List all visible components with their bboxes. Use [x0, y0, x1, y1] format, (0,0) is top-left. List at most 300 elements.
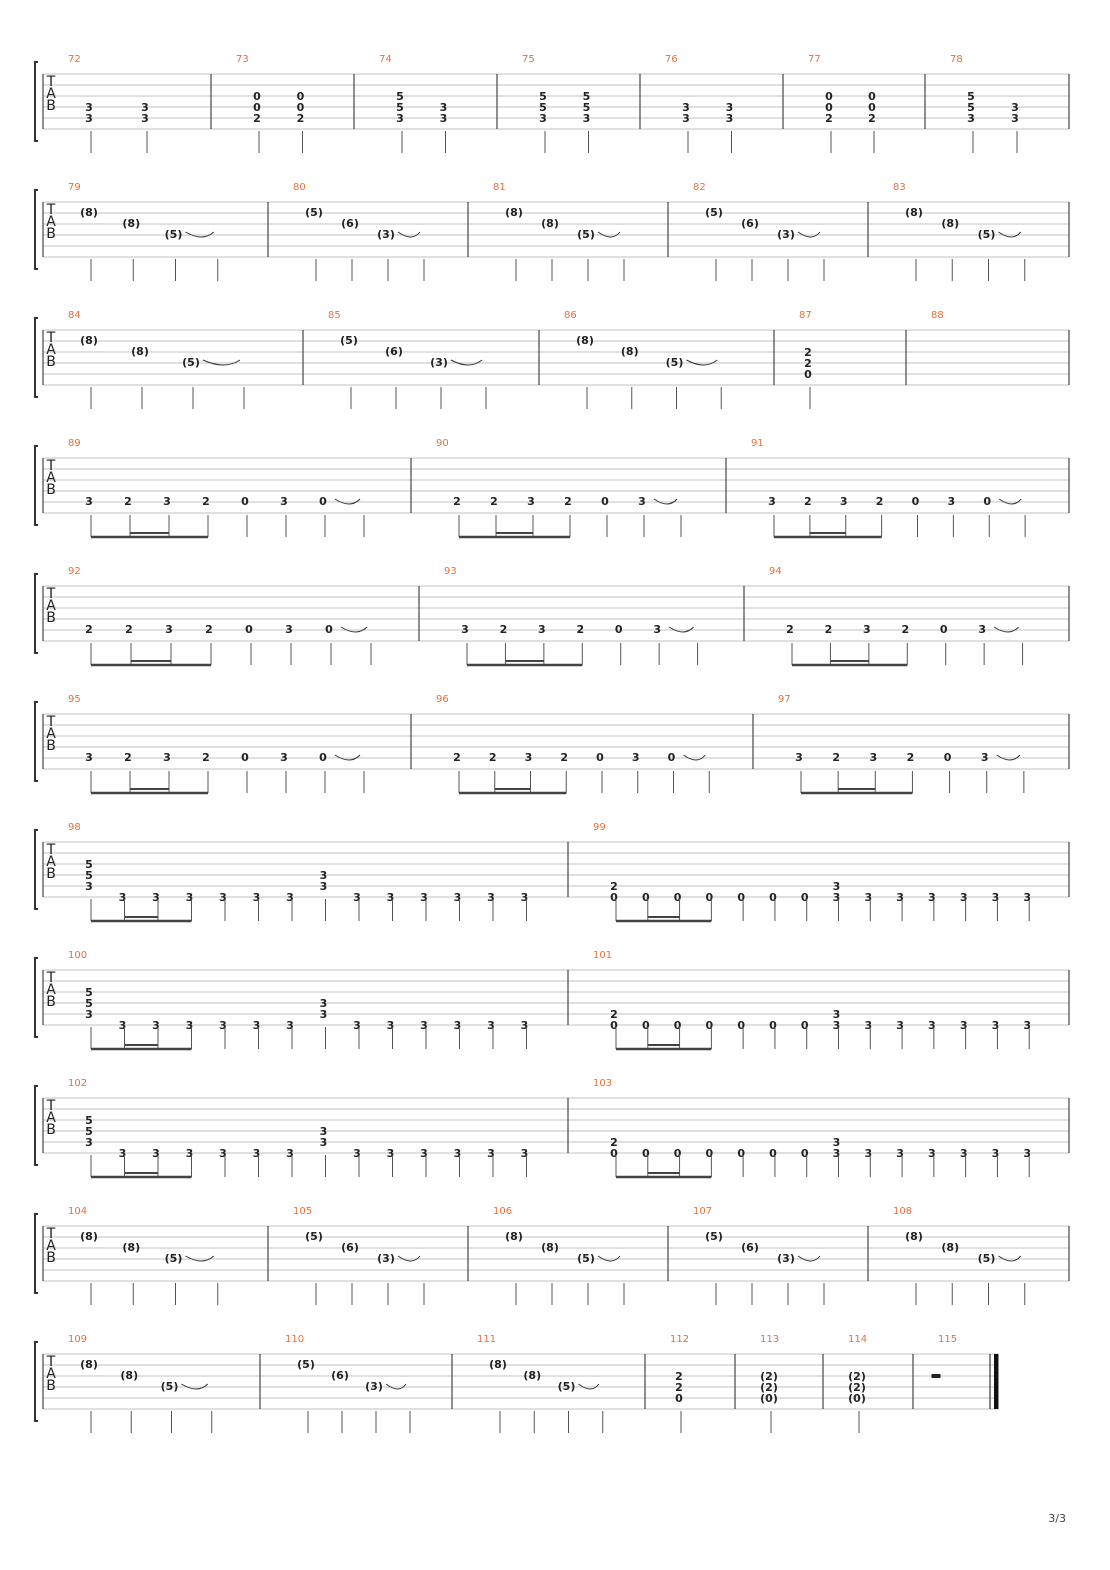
tab-fret-number: 2	[490, 495, 498, 508]
tab-fret-number: 3	[864, 891, 873, 904]
tab-clef-letter: B	[46, 482, 56, 498]
tab-fret-number: 3	[453, 1147, 462, 1160]
tab-fret-number: 5	[85, 858, 93, 871]
tab-clef-letter: A	[46, 1238, 56, 1254]
tab-fret-number: 3	[864, 1019, 873, 1032]
system-bracket	[35, 830, 38, 909]
tab-fret-number: 3	[285, 623, 293, 636]
tab-fret-number: (3)	[777, 228, 795, 241]
measure-number: 107	[693, 1206, 713, 1217]
tab-fret-number: (5)	[577, 1252, 595, 1265]
measure-number: 91	[751, 438, 764, 449]
tab-fret-number: 3	[980, 751, 989, 764]
tab-fret-number: 5	[85, 1114, 93, 1127]
tab-fret-number: 5	[85, 997, 93, 1010]
tab-fret-number: 3	[118, 891, 127, 904]
tab-fret-number: 3	[896, 891, 904, 904]
tab-fret-number: 3	[219, 1019, 227, 1032]
tab-fret-number: (5)	[340, 334, 358, 347]
tab-fret-number: 3	[1023, 891, 1032, 904]
measure-number: 94	[769, 566, 782, 577]
tab-fret-number: 3	[959, 891, 968, 904]
tab-fret-number: 0	[245, 623, 253, 636]
tab-fret-number: (5)	[705, 1230, 723, 1243]
tab-fret-number: 3	[396, 112, 404, 125]
tab-fret-number: 2	[804, 346, 812, 359]
tab-fret-number: 3	[1011, 112, 1019, 125]
tab-fret-number: 2	[804, 357, 812, 370]
tab-fret-number: 5	[539, 101, 547, 114]
tab-clef-letter: A	[46, 470, 56, 486]
tab-fret-number: 0	[673, 891, 682, 904]
system-bracket	[35, 958, 38, 1037]
tab-fret-number: 0	[769, 1147, 777, 1160]
tab-fret-number: 3	[141, 112, 149, 125]
measure-number: 111	[477, 1334, 497, 1345]
system-bracket	[35, 1342, 38, 1421]
tab-fret-number: 0	[769, 891, 777, 904]
tab-fret-number: 3	[832, 1008, 841, 1021]
tab-fret-number: (8)	[80, 334, 98, 347]
tab-fret-number: 3	[524, 751, 533, 764]
tab-fret-number: 3	[461, 623, 469, 636]
measure-number: 95	[68, 694, 81, 705]
tab-fret-number: 3	[286, 891, 294, 904]
tab-fret-number: 5	[396, 90, 404, 103]
tab-fret-number: 0	[868, 101, 876, 114]
tab-fret-number: 2	[610, 880, 618, 893]
tab-fret-number: 3	[959, 1147, 968, 1160]
measure-number: 92	[68, 566, 81, 577]
tab-clef-letter: A	[46, 854, 56, 870]
tab-fret-number: (6)	[385, 345, 403, 358]
measure-number: 112	[670, 1334, 690, 1345]
tab-fret-number: 3	[85, 880, 93, 893]
tab-clef-letter: T	[46, 970, 56, 986]
tab-fret-number: 3	[152, 1019, 160, 1032]
whole-rest	[932, 1374, 941, 1378]
tab-fret-number: 0	[737, 891, 745, 904]
tab-fret-number: 3	[520, 1019, 529, 1032]
tab-fret-number: 3	[219, 891, 227, 904]
measure-number: 88	[931, 310, 944, 321]
tab-clef-letter: T	[46, 458, 56, 474]
tab-fret-number: (8)	[541, 217, 559, 230]
tab-fret-number: 0	[943, 751, 952, 764]
tab-clef-letter: A	[46, 1110, 56, 1126]
tab-fret-number: 0	[705, 891, 714, 904]
tab-clef-letter: T	[46, 1226, 56, 1242]
system-bracket	[35, 574, 38, 653]
measure-number: 113	[760, 1334, 780, 1345]
tab-fret-number: 0	[800, 1147, 809, 1160]
tab-fret-number: 0	[737, 1019, 745, 1032]
tab-clef-letter: B	[46, 226, 56, 242]
tab-fret-number: 2	[453, 751, 461, 764]
tab-fret-number: 0	[983, 495, 992, 508]
tab-fret-number: (5)	[182, 356, 200, 369]
tab-fret-number: 3	[280, 751, 288, 764]
tab-clef-letter: T	[46, 1098, 56, 1114]
tab-fret-number: 2	[560, 751, 569, 764]
tab-fret-number: 3	[420, 1019, 428, 1032]
tab-fret-number: 0	[673, 1147, 682, 1160]
tab-clef-letter: T	[46, 1354, 56, 1370]
tab-fret-number: 3	[439, 101, 448, 114]
tab-fret-number: 3	[185, 1147, 194, 1160]
measure-number: 78	[950, 54, 963, 65]
tab-fret-number: 3	[141, 101, 149, 114]
tab-fret-number: 2	[868, 112, 876, 125]
measure-number: 76	[665, 54, 678, 65]
tab-fret-number: 3	[682, 112, 690, 125]
tab-fret-number: 3	[864, 1147, 873, 1160]
tab-fret-number: (8)	[523, 1369, 542, 1382]
tab-fret-number: 3	[991, 891, 1000, 904]
tab-fret-number: 3	[638, 495, 646, 508]
tab-clef-letter: T	[46, 586, 56, 602]
tab-fret-number: 0	[610, 1019, 618, 1032]
measure-number: 109	[68, 1334, 88, 1345]
tab-fret-number: (3)	[777, 1252, 795, 1265]
tab-fret-number: 0	[601, 495, 609, 508]
tab-fret-number: 2	[576, 623, 585, 636]
tab-fret-number: 2	[124, 751, 132, 764]
tab-fret-number: (8)	[122, 1241, 141, 1254]
tab-fret-number: 3	[453, 1019, 462, 1032]
tab-fret-number: 2	[205, 623, 213, 636]
tab-fret-number: (5)	[977, 1252, 996, 1265]
measure-number: 102	[68, 1078, 88, 1089]
tab-fret-number: 2	[453, 495, 461, 508]
tab-fret-number: 0	[673, 1019, 682, 1032]
tab-fret-number: 2	[296, 112, 305, 125]
tab-fret-number: 3	[420, 1147, 428, 1160]
tab-fret-number: (5)	[305, 1230, 323, 1243]
tab-fret-number: (8)	[620, 345, 639, 358]
tab-fret-number: 3	[319, 880, 328, 893]
tab-fret-number: 3	[286, 1019, 294, 1032]
tab-fret-number: 3	[319, 997, 328, 1010]
tab-fret-number: 3	[582, 112, 591, 125]
tab-fret-number: 3	[319, 1125, 328, 1138]
tab-fret-number: (5)	[705, 206, 723, 219]
tab-fret-number: 3	[991, 1019, 1000, 1032]
measure-number: 77	[808, 54, 821, 65]
tab-fret-number: (6)	[341, 1241, 359, 1254]
tab-fret-number: 3	[353, 1019, 361, 1032]
measure-number: 110	[285, 1334, 305, 1345]
tab-fret-number: 3	[280, 495, 288, 508]
tab-fret-number: (6)	[741, 217, 759, 230]
tab-fret-number: 2	[675, 1381, 683, 1394]
tab-fret-number: 3	[439, 112, 448, 125]
tab-fret-number: 3	[219, 1147, 227, 1160]
tab-clef-letter: B	[46, 1250, 56, 1266]
measure-number: 103	[593, 1078, 613, 1089]
system-bracket	[35, 702, 38, 781]
tab-fret-number: 5	[396, 101, 404, 114]
measure-number: 75	[522, 54, 535, 65]
tab-clef-letter: T	[46, 202, 56, 218]
tab-fret-number: 0	[804, 368, 812, 381]
staff-system	[35, 438, 1069, 537]
tab-fret-number: 3	[386, 1147, 395, 1160]
tab-fret-number: 3	[1011, 101, 1019, 114]
tab-fret-number: 3	[85, 751, 93, 764]
tab-fret-number: 2	[202, 751, 210, 764]
tab-fret-number: 0	[296, 101, 305, 114]
tab-fret-number: 0	[296, 90, 305, 103]
tab-clef-letter: A	[46, 598, 56, 614]
tab-fret-number: 0	[641, 1019, 650, 1032]
tab-fret-number: 0	[596, 751, 604, 764]
tab-fret-number: 0	[325, 623, 333, 636]
tab-fret-number: 3	[252, 1147, 261, 1160]
tab-clef-letter: B	[46, 610, 56, 626]
tab-fret-number: (8)	[505, 206, 523, 219]
staff-system	[35, 1078, 1069, 1177]
tab-clef-letter: B	[46, 866, 56, 882]
measure-number: 72	[68, 54, 81, 65]
tab-fret-number: 2	[832, 751, 840, 764]
tab-fret-number: 2	[124, 495, 132, 508]
measure-number: 82	[693, 182, 706, 193]
measure-number: 115	[938, 1334, 958, 1345]
tab-fret-number: (5)	[164, 1252, 183, 1265]
tab-fret-number: 3	[185, 1019, 194, 1032]
measure-number: 90	[436, 438, 449, 449]
tab-fret-number: 3	[152, 1147, 160, 1160]
tab-fret-number: 0	[868, 90, 876, 103]
tab-fret-number: 2	[125, 623, 133, 636]
tab-fret-number: (2)	[760, 1381, 778, 1394]
measure-number: 89	[68, 438, 81, 449]
tab-fret-number: 3	[832, 891, 841, 904]
measure-number: 105	[293, 1206, 313, 1217]
tab-fret-number: (5)	[160, 1380, 179, 1393]
tab-clef-letter: A	[46, 726, 56, 742]
tab-fret-number: 3	[420, 891, 428, 904]
tab-fret-number: 3	[832, 1147, 841, 1160]
tab-fret-number: 3	[85, 101, 93, 114]
tab-fret-number: 3	[959, 1019, 968, 1032]
tab-fret-number: 3	[163, 495, 171, 508]
tab-fret-number: 0	[675, 1392, 683, 1405]
tab-fret-number: 0	[705, 1019, 714, 1032]
tab-fret-number: 2	[901, 623, 910, 636]
measure-number: 84	[68, 310, 81, 321]
tab-fret-number: (6)	[341, 217, 359, 230]
tab-fret-number: (2)	[848, 1381, 866, 1394]
tab-fret-number: (3)	[430, 356, 448, 369]
staff-system	[35, 310, 1069, 409]
measure-number: 96	[436, 694, 449, 705]
tab-fret-number: 3	[991, 1147, 1000, 1160]
tab-fret-number: 2	[610, 1136, 618, 1149]
tab-fret-number: 3	[1023, 1019, 1032, 1032]
measure-number: 87	[799, 310, 812, 321]
tab-fret-number: 3	[947, 495, 956, 508]
tab-fret-number: 3	[152, 891, 160, 904]
staff-system	[35, 1206, 1069, 1305]
system-bracket	[35, 446, 38, 525]
measure-number: 74	[379, 54, 392, 65]
tab-fret-number: 3	[967, 112, 975, 125]
final-barline	[994, 1354, 998, 1409]
tab-fret-number: 0	[610, 891, 618, 904]
tab-fret-number: (8)	[941, 217, 960, 230]
measure-number: 104	[68, 1206, 88, 1217]
tab-clef-letter: T	[46, 842, 56, 858]
measure-number: 98	[68, 822, 81, 833]
measure-number: 101	[593, 950, 613, 961]
measure-number: 93	[444, 566, 457, 577]
tab-clef-letter: B	[46, 1378, 56, 1394]
measure-number: 108	[893, 1206, 913, 1217]
measure-number: 86	[564, 310, 577, 321]
tab-fret-number: (5)	[977, 228, 996, 241]
tab-fret-number: 0	[610, 1147, 618, 1160]
tab-fret-number: 3	[839, 495, 848, 508]
tab-fret-number: (8)	[80, 1230, 98, 1243]
tab-fret-number: 3	[896, 1147, 904, 1160]
measure-number: 73	[236, 54, 249, 65]
tab-fret-number: 3	[832, 880, 841, 893]
measure-number: 114	[848, 1334, 868, 1345]
tab-clef-letter: A	[46, 982, 56, 998]
tab-fret-number: 3	[286, 1147, 294, 1160]
tab-fret-number: 3	[896, 1019, 904, 1032]
tab-fret-number: 5	[582, 90, 591, 103]
tab-fret-number: 3	[795, 751, 803, 764]
tab-fret-number: 3	[832, 1019, 841, 1032]
measure-number: 81	[493, 182, 506, 193]
tab-fret-number: (8)	[122, 217, 141, 230]
tab-fret-number: (2)	[848, 1370, 866, 1383]
tab-fret-number: 0	[241, 751, 249, 764]
staff-system	[35, 1334, 998, 1433]
tab-fret-number: 0	[911, 495, 920, 508]
tab-fret-number: 3	[319, 1008, 328, 1021]
tab-clef-letter: B	[46, 738, 56, 754]
tab-fret-number: (6)	[741, 1241, 759, 1254]
measure-number: 100	[68, 950, 88, 961]
tab-fret-number: 3	[928, 891, 936, 904]
tab-fret-number: 0	[253, 101, 261, 114]
tab-fret-number: 3	[653, 623, 661, 636]
tab-fret-number: (5)	[577, 228, 595, 241]
tab-fret-number: 2	[488, 751, 497, 764]
tab-fret-number: 3	[353, 891, 361, 904]
measure-number: 99	[593, 822, 606, 833]
tab-fret-number: (8)	[80, 206, 98, 219]
tab-fret-number: 3	[487, 891, 495, 904]
tab-fret-number: 3	[520, 891, 529, 904]
staff-system	[35, 182, 1069, 281]
tab-fret-number: (5)	[557, 1380, 576, 1393]
tab-fret-number: 2	[253, 112, 261, 125]
tab-fret-number: 0	[241, 495, 249, 508]
tab-fret-number: (3)	[365, 1380, 383, 1393]
system-bracket	[35, 1214, 38, 1293]
tab-fret-number: 3	[520, 1147, 529, 1160]
tab-fret-number: 0	[825, 101, 833, 114]
tab-fret-number: 3	[725, 101, 734, 114]
tab-fret-number: 3	[85, 112, 93, 125]
tab-fret-number: (5)	[665, 356, 684, 369]
tab-fret-number: 3	[319, 1136, 328, 1149]
tab-fret-number: 0	[319, 751, 327, 764]
tab-fret-number: 3	[978, 623, 986, 636]
tab-fret-number: 3	[928, 1147, 936, 1160]
tab-fret-number: 2	[202, 495, 210, 508]
tab-fret-number: 2	[610, 1008, 618, 1021]
measure-number: 79	[68, 182, 81, 193]
tab-fret-number: 3	[163, 751, 171, 764]
tab-fret-number: 3	[85, 1008, 93, 1021]
tab-fret-number: 3	[252, 1019, 261, 1032]
tab-fret-number: (5)	[305, 206, 323, 219]
tab-fret-number: 3	[527, 495, 535, 508]
measure-number: 83	[893, 182, 906, 193]
tab-fret-number: 0	[319, 495, 327, 508]
tab-fret-number: 0	[667, 751, 676, 764]
tab-fret-number: 2	[804, 495, 812, 508]
tab-clef-letter: A	[46, 342, 56, 358]
tab-fret-number: (0)	[760, 1392, 778, 1405]
tab-fret-number: (8)	[120, 1369, 139, 1382]
staff-system	[35, 54, 1069, 153]
tab-clef-letter: B	[46, 354, 56, 370]
tab-fret-number: 3	[165, 623, 173, 636]
tab-fret-number: 2	[786, 623, 794, 636]
tab-fret-number: 0	[939, 623, 948, 636]
tab-fret-number: (8)	[80, 1358, 98, 1371]
tab-fret-number: 3	[631, 751, 640, 764]
tab-fret-number: 0	[641, 1147, 650, 1160]
tab-fret-number: (3)	[377, 228, 395, 241]
tab-fret-number: 3	[539, 112, 547, 125]
tab-fret-number: (5)	[297, 1358, 315, 1371]
tab-fret-number: 2	[906, 751, 915, 764]
tab-fret-number: (8)	[576, 334, 594, 347]
tab-fret-number: 0	[737, 1147, 745, 1160]
tab-clef-letter: A	[46, 86, 56, 102]
tab-fret-number: 0	[825, 90, 833, 103]
tab-clef-letter: B	[46, 994, 56, 1010]
tab-fret-number: 3	[869, 751, 878, 764]
tab-fret-number: 3	[185, 891, 194, 904]
system-bracket	[35, 318, 38, 397]
system-bracket	[35, 1086, 38, 1165]
staff-system	[35, 566, 1069, 665]
page-number: 3/3	[1048, 1512, 1066, 1525]
tab-fret-number: 3	[252, 891, 261, 904]
tab-clef-letter: B	[46, 98, 56, 114]
tab-fret-number: 2	[875, 495, 884, 508]
tab-fret-number: 0	[641, 891, 650, 904]
tab-fret-number: (8)	[489, 1358, 507, 1371]
tab-fret-number: (8)	[131, 345, 149, 358]
tab-fret-number: 3	[682, 101, 690, 114]
tab-fret-number: 2	[85, 623, 93, 636]
tab-fret-number: 3	[487, 1147, 495, 1160]
tab-fret-number: (8)	[905, 206, 923, 219]
tab-clef-letter: A	[46, 214, 56, 230]
tab-fret-number: (8)	[905, 1230, 923, 1243]
tab-fret-number: (8)	[541, 1241, 559, 1254]
